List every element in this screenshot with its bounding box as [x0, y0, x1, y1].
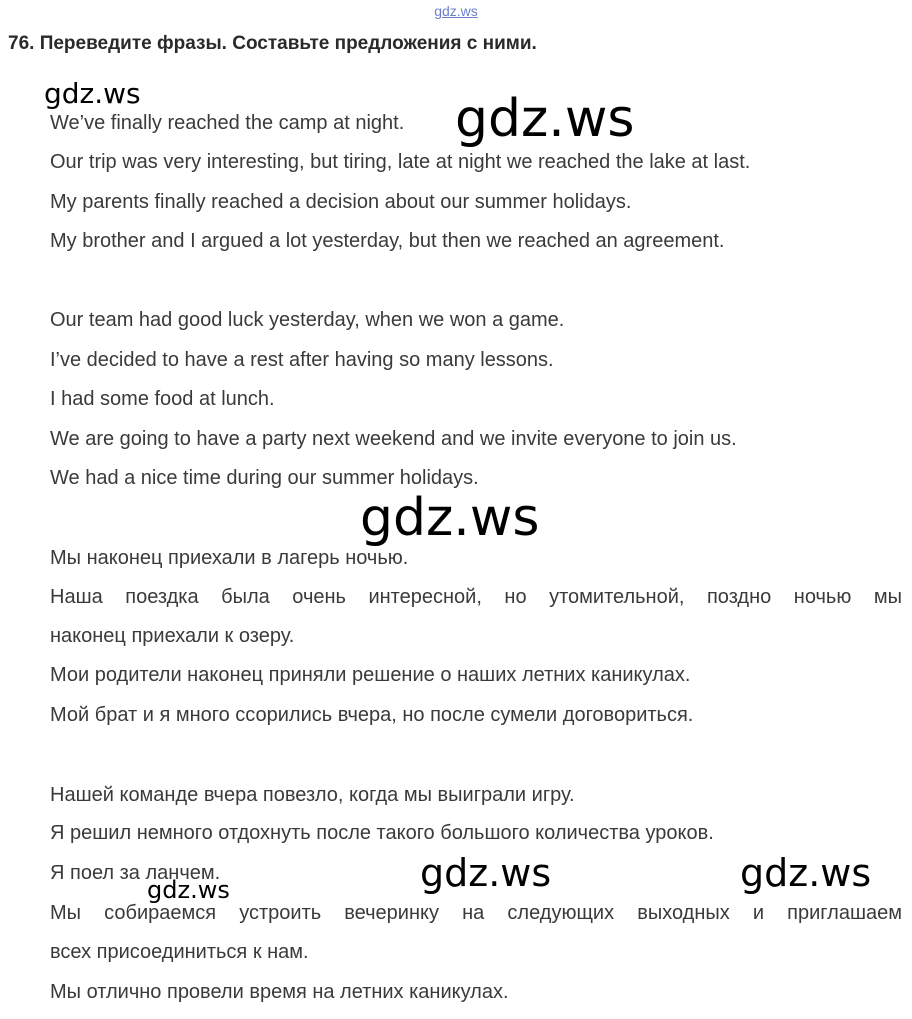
- english-sentence: Our team had good luck yesterday, when we won a game.: [50, 309, 565, 331]
- russian-sentence: всех присоединиться к нам.: [50, 941, 309, 963]
- watermark: gdz.ws: [44, 77, 141, 110]
- russian-sentence: Мои родители наконец приняли решение о наших летних каникулах.: [50, 664, 691, 686]
- russian-sentence: Я решил немного отдохнуть после такого большого количества уроков.: [50, 822, 714, 844]
- english-sentence: My parents finally reached a decision about our summer holidays.: [50, 191, 632, 213]
- russian-sentence: Мой брат и я много ссорились вчера, но после сумели договориться.: [50, 704, 694, 726]
- watermark: gdz.ws: [147, 876, 230, 904]
- russian-sentence: Мы собираемся устроить вечеринку на следующих выходных и приглашаем: [50, 902, 902, 924]
- russian-sentence: Мы отлично провели время на летних каникулах.: [50, 981, 509, 1003]
- watermark: gdz.ws: [360, 488, 540, 548]
- russian-sentence: наконец приехали к озеру.: [50, 625, 295, 647]
- english-sentence: We’ve finally reached the camp at night.: [50, 112, 405, 134]
- watermark: gdz.ws: [740, 851, 872, 895]
- english-sentence: We had a nice time during our summer holidays.: [50, 467, 479, 489]
- exercise-title: 76. Переведите фразы. Составьте предложения с ними.: [8, 33, 537, 54]
- russian-sentence: Я поел за ланчем.: [50, 862, 221, 884]
- russian-sentence: Мы наконец приехали в лагерь ночью.: [50, 547, 409, 569]
- english-sentence: I had some food at lunch.: [50, 388, 275, 410]
- english-sentence: We are going to have a party next weekend and we invite everyone to join us.: [50, 428, 737, 450]
- site-watermark-link[interactable]: gdz.ws: [434, 3, 478, 19]
- russian-sentence: Наша поездка была очень интересной, но утомительной, поздно ночью мы: [50, 586, 902, 608]
- english-sentence: My brother and I argued a lot yesterday, but then we reached an agreement.: [50, 230, 725, 252]
- english-sentence: I’ve decided to have a rest after having so many lessons.: [50, 349, 554, 371]
- watermark: gdz.ws: [455, 89, 635, 149]
- russian-sentence: Нашей команде вчера повезло, когда мы выиграли игру.: [50, 784, 575, 806]
- english-sentence: Our trip was very interesting, but tiring, late at night we reached the lake at last.: [50, 151, 751, 173]
- watermark: gdz.ws: [420, 851, 552, 895]
